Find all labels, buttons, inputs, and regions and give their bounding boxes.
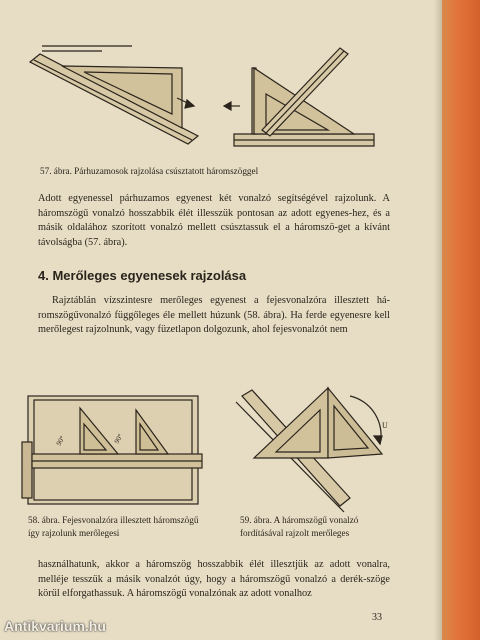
figure-58-caption: 58. ábra. Fejesvonalzóra illesztett háromszögű így rajzolunk merőlegesi bbox=[28, 515, 199, 538]
page-gutter-shadow bbox=[434, 0, 442, 640]
paragraph-parallel-lines: Adott egyenessel párhuzamos egyenest két vonalzó segítségével rajzolunk. A háromszögű vonalzó hosszabbik élét illesszük pontosan az adott egyenes-hez, és a másik oldalához szorított vonalzó mellett csúsztassuk el a háromszö-get a kívánt távolságba (57. ábra). bbox=[38, 193, 390, 248]
book-edge-strip bbox=[442, 0, 480, 640]
figure-58-label-b: 90° bbox=[112, 432, 125, 445]
figure-59-label-u: U bbox=[382, 421, 388, 430]
watermark-logo: Antikvarium.hu bbox=[4, 618, 106, 634]
paragraph-perpendicular-lines: Rajztáblán vízszintesre merőleges egyenest a fejesvonalzóra illesztett há-romszögűvonalzó függőleges éle mellett húzunk (58. ábra). Ha ferde egyenesre kell merőlegest rajzolnunk, vagy füzetlapon dolgozunk, ahol fejesvonalzót nem bbox=[38, 295, 390, 336]
figure-57-illustration bbox=[22, 38, 382, 158]
figure-58-label-a: 90° bbox=[54, 434, 67, 447]
figure-59-caption: 59. ábra. A háromszögű vonalzó fordításával rajzolt merőleges bbox=[240, 515, 359, 538]
paragraph-continuation: használhatunk, akkor a háromszög hosszabbik élét illesztjük az adott vonalra, melléje tesszük a másik vonalzót úgy, hogy a háromszögű vonalzó a derék-szöge körül elforgathassuk. A háromszögű vonalzónak az adott vonalhoz bbox=[38, 559, 390, 600]
section-heading: 4. Merőleges egyenesek rajzolása bbox=[38, 268, 247, 283]
figure-58-illustration bbox=[18, 388, 208, 518]
figure-59-illustration bbox=[232, 366, 392, 516]
figure-57-caption: 57. ábra. Párhuzamosok rajzolása csúsztatott háromszöggel bbox=[40, 166, 259, 176]
page-number: 33 bbox=[372, 612, 382, 623]
